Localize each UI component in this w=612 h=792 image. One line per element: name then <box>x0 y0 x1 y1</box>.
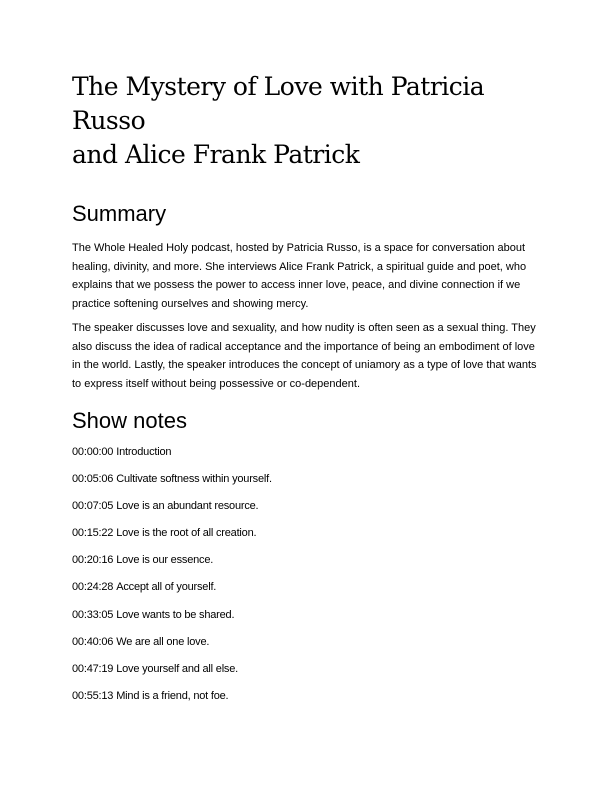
show-note-timestamp: 00:40:06 <box>72 635 114 648</box>
show-note-text: Love is our essence. <box>116 554 214 567</box>
show-note-item <box>72 553 542 567</box>
show-note-text: Accept all of yourself. <box>116 581 217 594</box>
show-note-item <box>72 580 542 594</box>
show-note-timestamp: 00:24:28 <box>72 581 114 594</box>
show-note-item <box>72 472 542 486</box>
show-note-text: Love yourself and all else. <box>116 662 239 675</box>
show-note-item <box>72 526 542 540</box>
summary-paragraph: The speaker discusses love and sexuality, and how nudity is often seen as a sexual thing. They also discuss the idea of radical acceptance and the importance of being an embodiment of love in the world. Lastly, the speaker introduces the concept of uniamory as a type of love that wants to express itself without being possessive or co-dependent. <box>72 322 537 390</box>
show-note-timestamp: 00:05:06 <box>72 473 114 486</box>
document-title-line-1: The Mystery of Love with Patricia Russo <box>72 72 485 135</box>
show-note-item <box>72 499 542 513</box>
show-note-item <box>72 689 542 703</box>
summary-heading: Summary <box>72 201 167 226</box>
show-note-text: We are all one love. <box>116 635 210 648</box>
show-note-timestamp: 00:07:05 <box>72 500 114 513</box>
show-note-timestamp: 00:55:13 <box>72 689 114 702</box>
show-note-text: Love wants to be shared. <box>116 608 235 621</box>
document-title <box>72 70 542 172</box>
show-note-timestamp: 00:00:00 <box>72 446 114 458</box>
show-note-item <box>72 662 542 676</box>
document-title-line-2: and Alice Frank Patrick <box>72 140 360 169</box>
show-note-timestamp: 00:33:05 <box>72 608 114 621</box>
show-note-item <box>72 635 542 649</box>
show-notes-list <box>72 445 542 703</box>
show-note-timestamp: 00:20:16 <box>72 554 114 567</box>
show-note-text: Introduction <box>116 446 172 458</box>
show-note-item <box>72 445 542 459</box>
summary-paragraph: The Whole Healed Holy podcast, hosted by Patricia Russo, is a space for conversation about healing, divinity, and more. She interviews Alice Frank Patrick, a spiritual guide and poet, who explains that we possess the power to access inner love, peace, and divine connection if we practice softening ourselves and showing mercy. <box>72 242 527 310</box>
document-page <box>72 70 542 716</box>
show-note-text: Love is the root of all creation. <box>116 527 257 540</box>
show-note-timestamp: 00:15:22 <box>72 527 114 540</box>
show-notes-heading: Show notes <box>72 408 187 433</box>
show-note-text: Love is an abundant resource. <box>116 500 259 513</box>
show-note-timestamp: 00:47:19 <box>72 662 114 675</box>
show-note-text: Cultivate softness within yourself. <box>116 473 272 486</box>
show-note-item <box>72 608 542 622</box>
show-note-text: Mind is a friend, not foe. <box>116 689 229 702</box>
